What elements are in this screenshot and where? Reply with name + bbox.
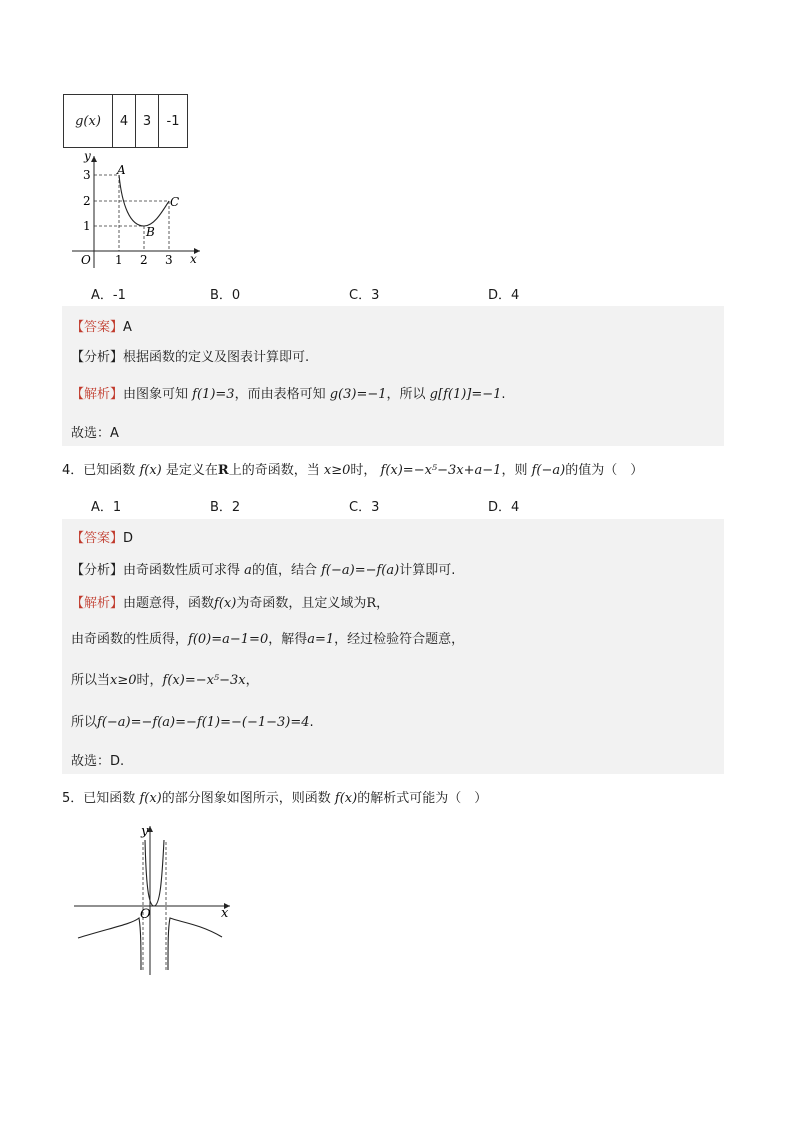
x-tick-label: 2 bbox=[140, 253, 148, 267]
x-axis-label: x bbox=[190, 252, 197, 266]
y-tick-label: 1 bbox=[83, 219, 91, 233]
q4-analysis-line bbox=[71, 559, 455, 578]
math-expr: f(0)=a−1=0 bbox=[188, 632, 269, 647]
table-cell: -1 bbox=[159, 95, 188, 148]
q3-analysis-line bbox=[71, 346, 309, 365]
answer-value: A bbox=[123, 320, 132, 335]
y-tick-label: 3 bbox=[83, 168, 91, 182]
curve-middle bbox=[145, 840, 164, 906]
x-axis-label: x bbox=[221, 906, 229, 921]
point-label-a: A bbox=[117, 163, 126, 177]
answer-tag: 【答案】 bbox=[71, 320, 124, 335]
option-c[interactable]: C．3 bbox=[349, 288, 380, 303]
table-cell: 3 bbox=[136, 95, 159, 148]
q4-solution-line-3 bbox=[71, 669, 259, 688]
point-label-b: B bbox=[146, 225, 155, 239]
point-label-c: C bbox=[170, 195, 180, 209]
solution-text: 由图象可知 bbox=[123, 387, 189, 402]
solution-text: ， bbox=[245, 673, 259, 688]
question-number: 4． bbox=[62, 463, 84, 478]
stem-text: 已知函数 bbox=[83, 791, 136, 806]
solution-text: ，解得 bbox=[268, 632, 308, 647]
math-expr: a=1 bbox=[307, 632, 335, 647]
table-cell-header: g(x) bbox=[64, 95, 113, 148]
math-expr: x≥0 bbox=[323, 463, 351, 478]
solution-text: 由题意得，函数 bbox=[123, 596, 215, 611]
solution-text: 由奇函数的性质得， bbox=[71, 632, 189, 647]
q4-solution-line-1 bbox=[71, 592, 389, 611]
stem-text: 的值为（ ） bbox=[565, 463, 644, 478]
math-expr: f(−a)=−f(a) bbox=[321, 563, 400, 578]
answer-tag: 【答案】 bbox=[71, 531, 124, 546]
solution-text: ，经过检验符合题意， bbox=[334, 632, 465, 647]
solution-text: 所以 bbox=[71, 715, 98, 730]
math-expr: f(x)=−x⁵−3x bbox=[162, 673, 246, 688]
analysis-text: 的值，结合 bbox=[251, 563, 317, 578]
math-expr: f(−a) bbox=[531, 463, 566, 478]
solution-tag: 【解析】 bbox=[71, 387, 124, 402]
stem-text: ，则 bbox=[501, 463, 528, 478]
math-expr: g(3)=−1 bbox=[329, 387, 387, 402]
analysis-text: 根据函数的定义及图表计算即可. bbox=[123, 350, 310, 365]
stem-text: 时， bbox=[350, 463, 377, 478]
math-expr: R bbox=[366, 596, 377, 611]
analysis-text: 计算即可. bbox=[399, 563, 456, 578]
analysis-tag: 【分析】 bbox=[71, 350, 124, 365]
function-graph-1 bbox=[62, 150, 212, 272]
origin-label: O bbox=[81, 253, 91, 267]
stem-text: 上的奇函数，当 bbox=[228, 463, 320, 478]
dashed-guides bbox=[94, 175, 169, 251]
q4-stem bbox=[62, 459, 643, 478]
q4-conclusion: 故选：D. bbox=[71, 754, 125, 769]
math-expr: f(x) bbox=[214, 596, 237, 611]
solution-text: 所以当 bbox=[71, 673, 111, 688]
solution-text: ， bbox=[376, 596, 390, 611]
solution-tag: 【解析】 bbox=[71, 596, 124, 611]
q3-solution-line bbox=[71, 383, 506, 402]
q3-conclusion: 故选：A bbox=[71, 426, 119, 441]
solution-text: 为奇函数，且定义域为 bbox=[236, 596, 367, 611]
function-graph-2 bbox=[70, 820, 235, 980]
origin-label: O bbox=[140, 907, 151, 922]
solution-text: ，而由表格可知 bbox=[234, 387, 326, 402]
solution-text: . bbox=[501, 387, 506, 402]
stem-text: 的解析式可能为（ ） bbox=[357, 791, 488, 806]
math-expr: f(1)=3 bbox=[192, 387, 235, 402]
option-b[interactable]: B．2 bbox=[210, 500, 241, 515]
math-expr: f(x)=−x⁵−3x+a−1 bbox=[380, 463, 502, 478]
q3-answer-line bbox=[71, 316, 132, 335]
option-a[interactable]: A．1 bbox=[91, 500, 122, 515]
analysis-text: 由奇函数性质可求得 bbox=[123, 563, 241, 578]
y-axis-label: y bbox=[84, 150, 91, 163]
math-expr: f(x) bbox=[139, 463, 162, 478]
solution-text: 时， bbox=[136, 673, 163, 688]
curve-left bbox=[78, 918, 141, 970]
question-number: 5． bbox=[62, 791, 84, 806]
solution-text: ，所以 bbox=[386, 387, 426, 402]
q4-solution-line-4 bbox=[71, 711, 314, 730]
stem-text: 是定义在 bbox=[165, 463, 218, 478]
curve-abc bbox=[119, 175, 169, 226]
analysis-tag: 【分析】 bbox=[71, 563, 124, 578]
value-table bbox=[63, 94, 188, 148]
solution-text: . bbox=[309, 715, 314, 730]
q4-answer-line bbox=[71, 527, 133, 546]
stem-text: 已知函数 bbox=[83, 463, 136, 478]
stem-text: 的部分图象如图所示，则函数 bbox=[161, 791, 331, 806]
x-tick-label: 1 bbox=[115, 253, 123, 267]
option-d[interactable]: D．4 bbox=[488, 500, 520, 515]
y-tick-label: 2 bbox=[83, 194, 91, 208]
y-axis-label: y bbox=[141, 824, 149, 839]
table-cell: 4 bbox=[113, 95, 136, 148]
math-expr: a bbox=[244, 563, 252, 578]
x-tick-label: 3 bbox=[165, 253, 173, 267]
option-c[interactable]: C．3 bbox=[349, 500, 380, 515]
q3-solution-box bbox=[62, 306, 724, 446]
option-a[interactable]: A．-1 bbox=[91, 288, 126, 303]
math-expr: f(x) bbox=[139, 791, 162, 806]
curve-right bbox=[168, 918, 222, 970]
math-expr: x≥0 bbox=[110, 673, 137, 688]
answer-value: D bbox=[123, 531, 134, 546]
q5-stem bbox=[62, 787, 487, 806]
math-expr: g[f(1)]=−1 bbox=[429, 387, 502, 402]
math-expr: R bbox=[217, 463, 229, 478]
math-expr: f(−a)=−f(a)=−f(1)=−(−1−3)=4 bbox=[97, 715, 310, 730]
option-b[interactable]: B．0 bbox=[210, 288, 241, 303]
math-expr: f(x) bbox=[334, 791, 358, 806]
q4-solution-line-2 bbox=[71, 628, 464, 647]
option-d[interactable]: D．4 bbox=[488, 288, 520, 303]
